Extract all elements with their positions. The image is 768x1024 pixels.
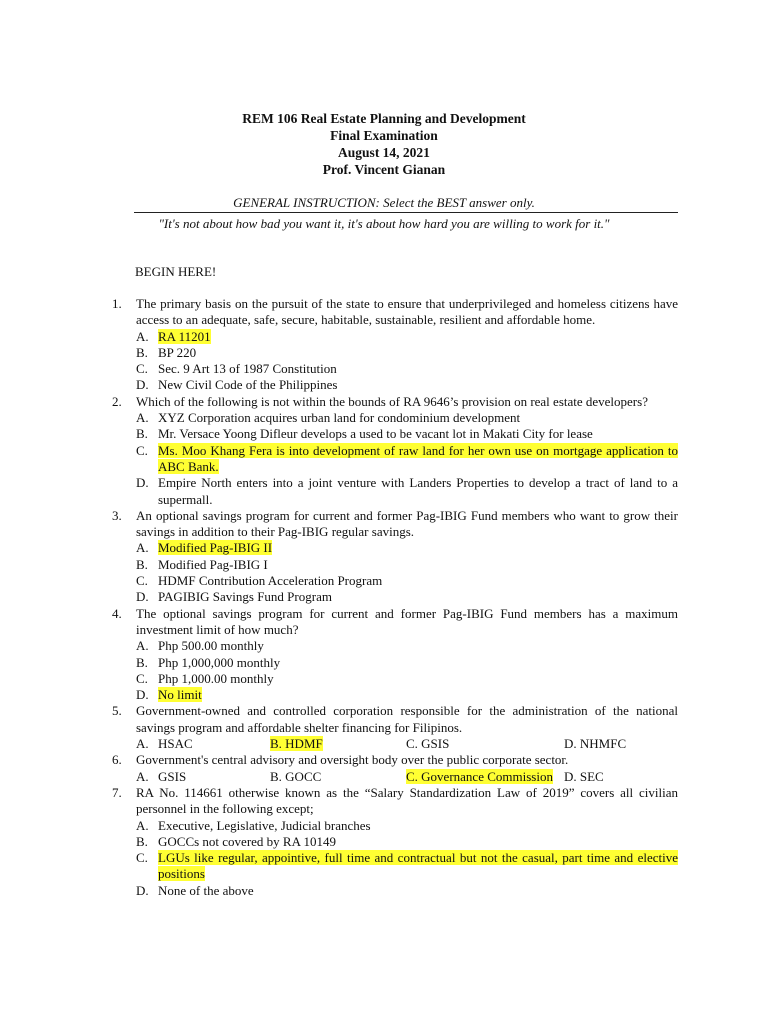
option-row xyxy=(136,736,678,752)
question-text: RA No. 114661 otherwise known as the “Salary Standardization Law of 2019” covers all civilian personnel in the following except; xyxy=(136,784,678,817)
question-number: 6. xyxy=(112,752,122,768)
option-a: A. HSAC xyxy=(136,736,193,752)
answer-highlight: LGUs like regular, appointive, full time and contractual but not the casual, part time and elective positions xyxy=(158,850,678,882)
general-instruction: GENERAL INSTRUCTION: Select the BEST answer only. xyxy=(233,195,535,210)
option-b: B. Php 1,000,000 monthly xyxy=(136,654,281,670)
option-d: D. Empire North enters into a joint venture with Landers Properties to develop a tract of land to a supermall. xyxy=(136,475,678,507)
answer-highlight: B. HDMF xyxy=(270,736,323,752)
question-5 xyxy=(112,703,678,752)
question-number: 2. xyxy=(112,393,122,409)
option-b: B. Modified Pag-IBIG I xyxy=(136,556,268,572)
question-3 xyxy=(112,508,678,606)
question-4 xyxy=(112,606,678,704)
option-c: C. GSIS xyxy=(406,736,450,752)
option-d: D. PAGIBIG Savings Fund Program xyxy=(136,589,332,605)
option-b: B. Mr. Versace Yoong Difleur develops a used to be vacant lot in Makati City for lease xyxy=(136,426,593,442)
answer-highlight: Ms. Moo Khang Fera is into development of raw land for her own use on mortgage application to ABC Bank. xyxy=(158,442,678,474)
option-c: C. HDMF Contribution Acceleration Program xyxy=(136,573,383,589)
answer-highlight: RA 11201 xyxy=(158,328,211,344)
motivational-quote: "It's not about how bad you want it, it's about how hard you are willing to work for it." xyxy=(158,216,610,231)
question-text: The optional savings program for current and former Pag-IBIG Fund members has a maximum investment limit of how much? xyxy=(136,605,678,637)
option-d: D. No limit xyxy=(136,687,202,703)
option-c: C. Php 1,000.00 monthly xyxy=(136,670,274,686)
exam-header xyxy=(0,110,768,178)
option-c xyxy=(406,769,564,785)
professor-name: Prof. Vincent Gianan xyxy=(322,162,446,177)
question-text: The primary basis on the pursuit of the state to ensure that underprivileged and homeless citizens have access to an adequate, safe, secure, habitable, sustainable, resilient and affordable home. xyxy=(136,296,678,328)
question-number: 4. xyxy=(112,605,122,621)
option-a: A. Executive, Legislative, Judicial branches xyxy=(136,817,371,833)
question-number: 1. xyxy=(112,296,122,311)
course-title: REM 106 Real Estate Planning and Development xyxy=(242,111,526,126)
option-a: A. Modified Pag-IBIG II xyxy=(136,540,273,556)
question-6 xyxy=(112,752,678,785)
question-2 xyxy=(112,394,678,508)
option-d: D. NHMFC xyxy=(564,736,627,752)
option-b: B. BP 220 xyxy=(136,344,197,360)
question-number: 3. xyxy=(112,507,122,523)
option-c: C. LGUs like regular, appointive, full time and contractual but not the casual, part time and elective positions xyxy=(136,850,678,882)
option-d: D. None of the above xyxy=(136,882,254,898)
answer-highlight: No limit xyxy=(158,687,202,703)
option-row xyxy=(136,769,678,785)
option-c: C. Ms. Moo Khang Fera is into development of raw land for her own use on mortgage application to ABC Bank. xyxy=(136,442,678,474)
option-a: A. GSIS xyxy=(136,768,187,784)
question-text: Which of the following is not within the bounds of RA 9646’s provision on real estate developers? xyxy=(136,393,648,409)
question-text: An optional savings program for current and former Pag-IBIG Fund members who want to grow their savings in addition to their Pag-IBIG regular savings. xyxy=(136,507,678,540)
option-a: A. Php 500.00 monthly xyxy=(136,638,264,654)
option-a: A. XYZ Corporation acquires urban land for condominium development xyxy=(136,410,521,426)
question-list xyxy=(112,296,678,899)
exam-date: August 14, 2021 xyxy=(338,145,430,160)
question-text: Government's central advisory and oversight body over the public corporate sector. xyxy=(136,752,569,768)
question-1 xyxy=(112,296,678,394)
question-7 xyxy=(112,785,678,899)
option-b xyxy=(270,736,406,752)
answer-highlight: Modified Pag-IBIG II xyxy=(158,540,273,556)
option-a: A. RA 11201 xyxy=(136,328,211,344)
question-number: 7. xyxy=(112,784,122,800)
exam-title: Final Examination xyxy=(330,128,438,143)
begin-label: BEGIN HERE! xyxy=(135,264,217,279)
answer-highlight: C. Governance Commission xyxy=(406,768,553,784)
question-text: Government-owned and controlled corporation responsible for the administration of the national savings program and affordable shelter financing for Filipinos. xyxy=(136,703,678,735)
option-d: D. New Civil Code of the Philippines xyxy=(136,377,338,393)
question-number: 5. xyxy=(112,703,122,719)
option-b: B. GOCC xyxy=(270,768,322,784)
option-c: C. Sec. 9 Art 13 of 1987 Constitution xyxy=(136,361,337,377)
option-d: D. SEC xyxy=(564,768,604,784)
divider xyxy=(134,212,678,213)
option-b: B. GOCCs not covered by RA 10149 xyxy=(136,833,337,849)
